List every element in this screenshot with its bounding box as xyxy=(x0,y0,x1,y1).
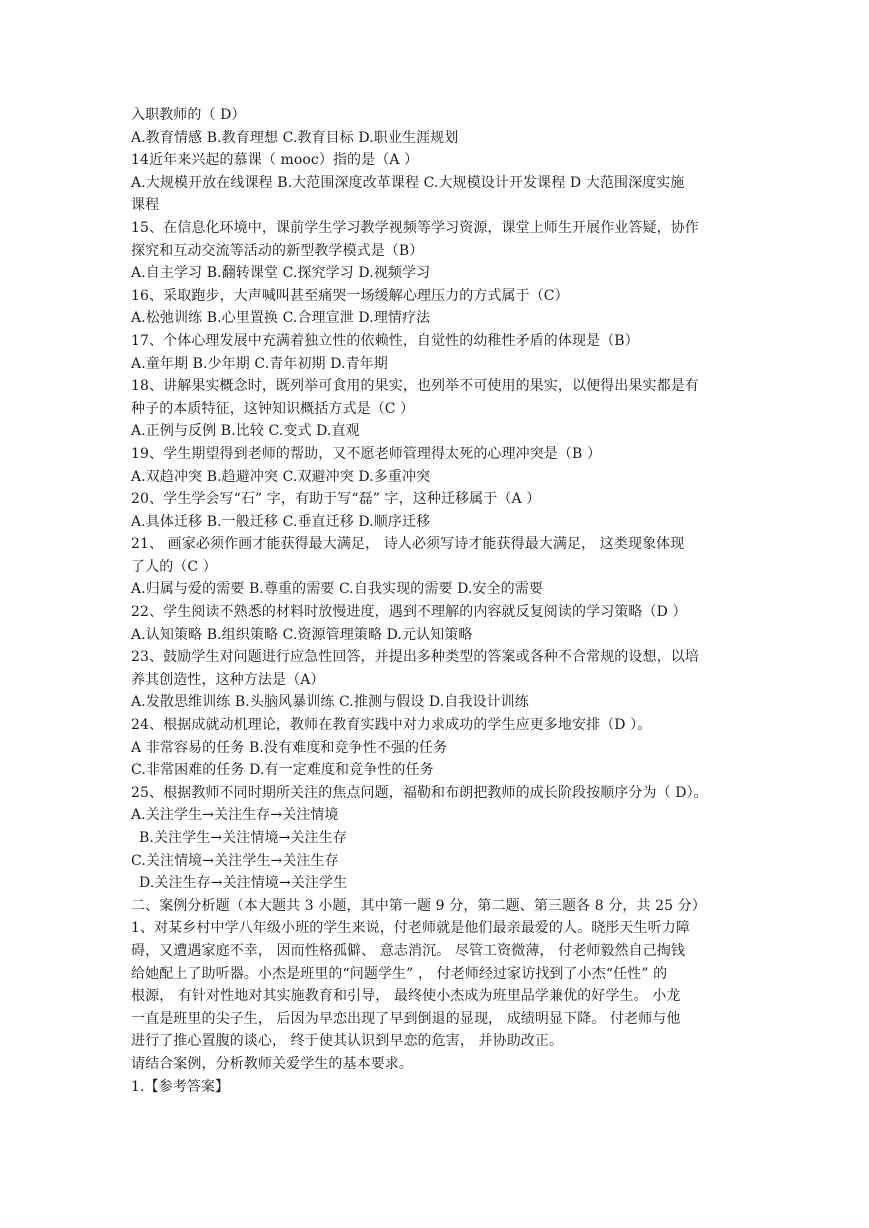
text-line: 养其创造性，这种方法是（A） xyxy=(131,671,325,688)
text-line: 种子的本质特征，这钟知识概括方式是（C ） xyxy=(131,400,415,417)
text-line: 22、学生阅读不熟悉的材料时放慢进度，遇到不理解的内容就反复阅读的学习策略（D ） xyxy=(131,604,687,621)
text-line: 19、学生期望得到老师的帮助，又不愿老师管理得太死的心理冲突是（B ） xyxy=(131,445,602,462)
text-line: B.关注学生→关注情境→关注生存 xyxy=(139,830,347,846)
text-line: 课程 xyxy=(131,197,160,214)
text-line: 23、鼓励学生对问题进行应急性回答，并提出多种类型的答案或各种不合常规的设想，以培 xyxy=(131,649,699,666)
text-line: A.归属与爱的需要 B.尊重的需要 C.自我实现的需要 D.安全的需要 xyxy=(131,581,543,598)
text-line: A.具体迁移 B.一般迁移 C.垂直迁移 D.顺序迁移 xyxy=(131,513,431,530)
text-line: 请结合案例，分析教师关爱学生的基本要求。 xyxy=(131,1055,413,1072)
text-line: A.教育情感 B.教育理想 C.教育目标 D.职业生涯规划 xyxy=(131,129,459,146)
text-line: 一直是班里的尖子生， 后因为早恋出现了早到倒退的显现， 成绩明显下降。 付老师与他 xyxy=(131,1010,681,1027)
text-line: 了人的（C ） xyxy=(131,558,217,575)
text-line: 探究和互动交流等活动的新型教学模式是（B） xyxy=(131,242,424,259)
text-line: 20、学生学会写“石” 字，有助于写“磊” 字，这种迁移属于（A ） xyxy=(131,491,541,508)
text-line: C.关注情境→关注学生→关注生存 xyxy=(131,852,339,869)
text-line: A.童年期 B.少年期 C.青年初期 D.青年期 xyxy=(131,355,388,372)
text-line: 18、讲解果实概念时，既列举可食用的果实，也列举不可使用的果实，以便得出果实都是有 xyxy=(131,378,699,395)
text-line: 给她配上了助听器。小杰是班里的“问题学生” ， 付老师经过家访找到了小杰“任性” 的 xyxy=(131,965,668,982)
text-line: 24、根据成就动机理论，教师在教育实践中对力求成功的学生应更多地安排（D ）。 xyxy=(131,717,652,734)
text-line: A.自主学习 B.翻转课堂 C.探究学习 D.视频学习 xyxy=(131,265,431,282)
text-line: 进行了推心置腹的谈心， 终于使其认识到早恋的危害， 并协助改正。 xyxy=(131,1033,564,1050)
text-line: 16、采取跑步，大声喊叫甚至痛哭一场缓解心理压力的方式属于（C） xyxy=(131,287,569,304)
text-line: A.认知策略 B.组织策略 C.资源管理策略 D.元认知策略 xyxy=(131,626,473,643)
text-line: A.正例与反例 B.比较 C.变式 D.直观 xyxy=(131,423,360,440)
text-line: A.松弛训练 B.心里置换 C.合理宣泄 D.理情疗法 xyxy=(131,310,431,327)
text-line: D.关注生存→关注情境→关注学生 xyxy=(139,875,348,892)
text-line: A.发散思维训练 B.头脑风暴训练 C.推测与假设 D.自我设计训练 xyxy=(131,694,529,711)
text-line: 入职教师的（ D） xyxy=(131,107,246,123)
text-line: A.大规模开放在线课程 B.大范围深度改革课程 C.大规模设计开发课程 D 大范围深度实施 xyxy=(131,174,685,191)
text-line: C.非常困难的任务 D.有一定难度和竞争性的任务 xyxy=(131,762,434,779)
text-line: 17、个体心理发展中充满着独立性的依赖性，自觉性的幼稚性矛盾的体现是（B） xyxy=(131,332,639,349)
text-line: 14近年来兴起的慕课（ mooc）指的是（A ） xyxy=(131,152,419,169)
text-line: 1.【参考答案】 xyxy=(131,1078,230,1095)
text-line: 根源， 有针对性地对其实施教育和引导， 最终使小杰成为班里品学兼优的好学生。 小龙 xyxy=(131,988,681,1005)
text-line: 二、案例分析题（本大题共 3 小题，其中第一题 9 分，第二题、第三题各 8 分，共 25 分） xyxy=(131,897,706,914)
text-line: A 非常容易的任务 B.没有难度和竞争性不强的任务 xyxy=(131,739,448,756)
text-line: 15、在信息化环境中，课前学生学习教学视频等学习资源，课堂上师生开展作业答疑，协作 xyxy=(131,219,699,236)
text-line: 碍，又遭遇家庭不幸， 因而性格孤僻、 意志消沉。 尽管工资微薄， 付老师毅然自己掏钱 xyxy=(131,942,685,959)
text-line: 1、对某乡村中学八年级小班的学生来说，付老师就是他们最亲最爱的人。晓彤天生听力障 xyxy=(131,920,690,937)
text-line: A.关注学生→关注生存→关注情境 xyxy=(131,807,339,824)
text-line: 25、根据教师不同时期所关注的焦点问题，福勒和布朗把教师的成长阶段按顺序分为（ D）。 xyxy=(131,784,708,801)
document-body xyxy=(131,104,741,1098)
text-line: 21、 画家必须作画才能获得最大满足， 诗人必须写诗才能获得最大满足， 这类现象体现 xyxy=(131,536,685,553)
text-line: A.双趋冲突 B.趋避冲突 C.双避冲突 D.多重冲突 xyxy=(131,468,431,485)
